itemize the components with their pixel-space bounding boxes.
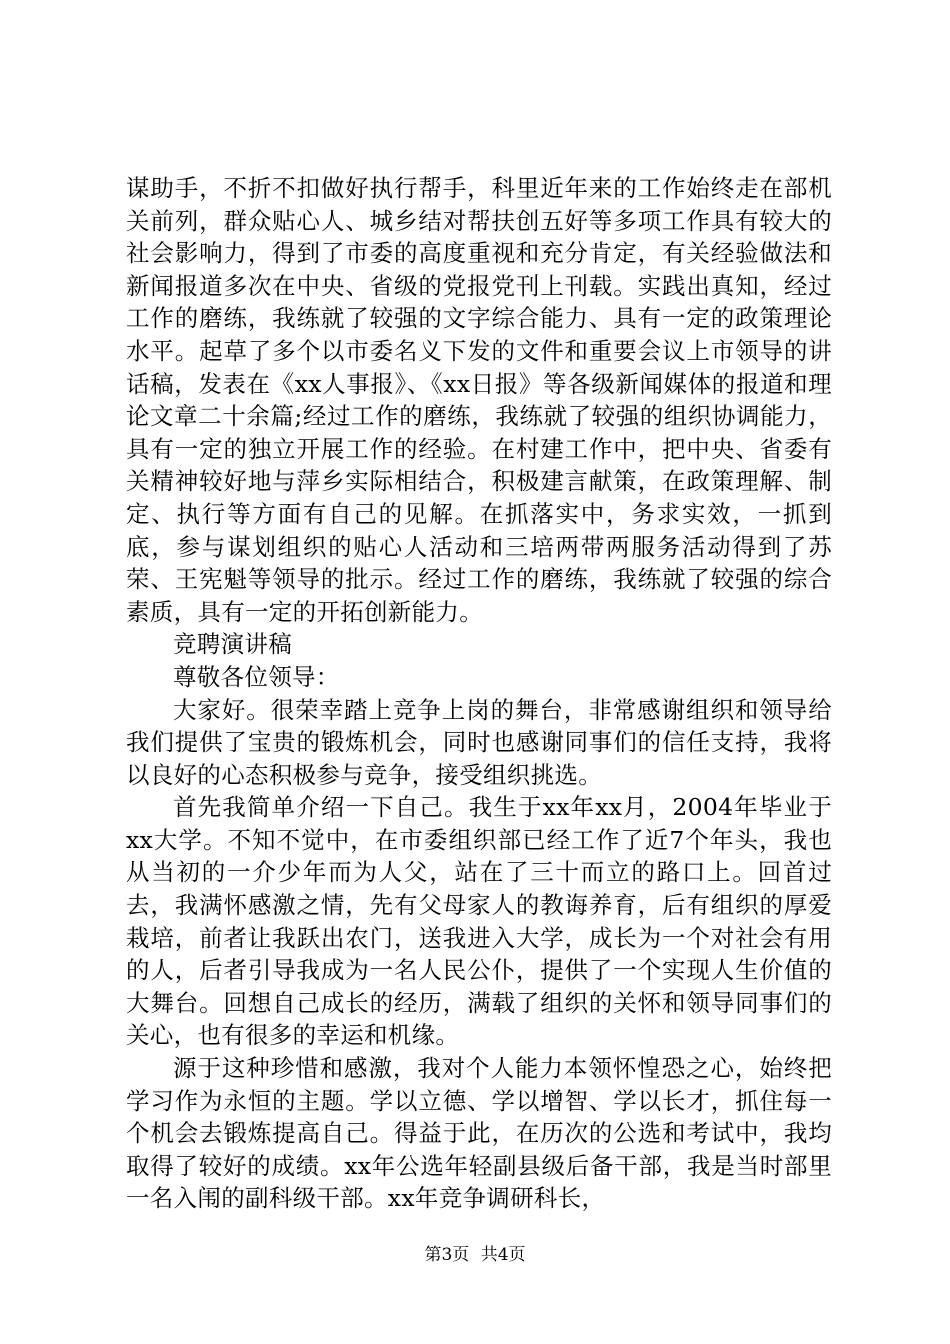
document-body [126,172,832,1215]
paragraph-heading: 竞聘演讲稿 [173,630,292,659]
paragraph-1: 谋助手，不折不扣做好执行帮手，科里近年来的工作始终走在部机关前列，群众贴心人、城乡结对帮扶创五好等多项工作具有较大的社会影响力，得到了市委的高度重视和充分肯定，有关经验做法和新闻报道多次在中央、省级的党报党刊上刊载。实践出真知，经过工作的磨练，我练就了较强的文字综合能力、具有一定的政策理论水平。起草了多个以市委名义下发的文件和重要会议上市领导的讲话稿，发表在《xx人事报》、《xx日报》等各级新闻媒体的报道和理论文章二十余篇;经过工作的磨练，我练就了较强的组织协调能力，具有一定的独立开展工作的经验。在村建工作中，把中央、省委有关精神较好地与萍乡实际相结合，积极建言献策，在政策理解、制定、执行等方面有自己的见解。在抓落实中，务求实效，一抓到底，参与谋划组织的贴心人活动和三培两带两服务活动得到了苏荣、王宪魁等领导的批示。经过工作的磨练，我练就了较强的综合素质，具有一定的开拓创新能力。 [126,174,832,626]
page-number: 第3页 [424,1245,470,1265]
paragraph-greeting: 大家好。很荣幸踏上竞争上岗的舞台，非常感谢组织和领导给我们提供了宝贵的锻炼机会，同时也感谢同事们的信任支持，我将以良好的心态积极参与竞争，接受组织挑选。 [126,695,832,789]
page-footer [0,1244,950,1266]
paragraph-introduction: 首先我简单介绍一下自己。我生于xx年xx月，2004年毕业于xx大学。不知不觉中，在市委组织部已经工作了近7个年头，我也从当初的一介少年而为人父，站在了三十而立的路口上。回首过去，我满怀感激之情，先有父母家人的教诲养育，后有组织的厚爱栽培，前者让我跃出农门，送我进入大学，成长为一个对社会有用的人，后者引导我成为一名人民公仆，提供了一个实现人生价值的大舞台。回想自己成长的经历，满载了组织的关怀和领导同事们的关心，也有很多的幸运和机缘。 [126,793,832,1050]
paragraph-salutation: 尊敬各位领导： [173,662,340,691]
paragraph-study: 源于这种珍惜和感激，我对个人能力本领怀惶恐之心，始终把学习作为永恒的主题。学以立德、学以增智、学以长才，抓住每一个机会去锻炼提高自己。得益于此，在历次的公选和考试中，我均取得了较好的成绩。xx年公选年轻副县级后备干部，我是当时部里一名入闱的副科级干部。xx年竞争调研科长， [126,1054,832,1213]
page-total: 共4页 [480,1245,526,1265]
